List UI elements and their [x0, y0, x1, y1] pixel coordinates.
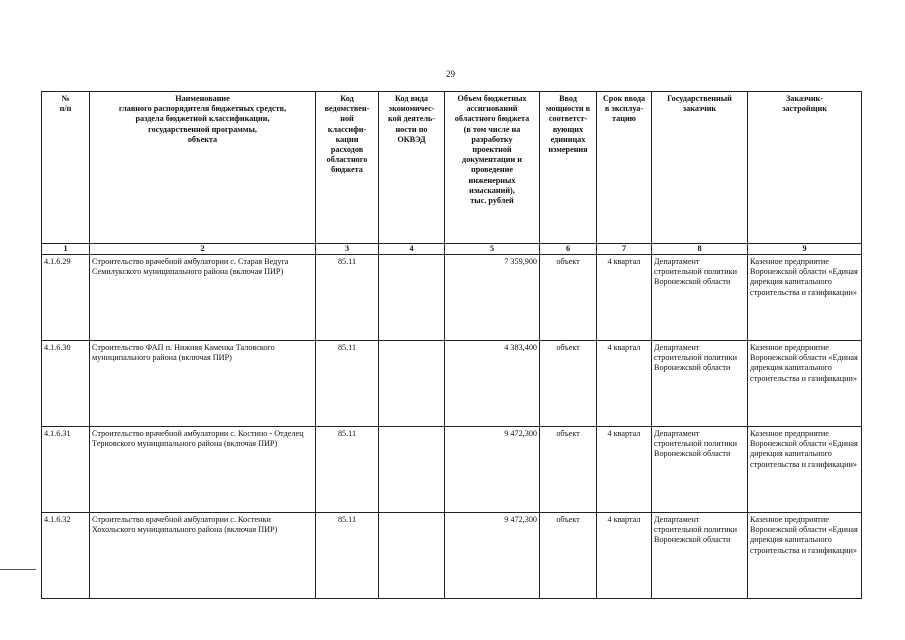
table-row: [42, 513, 862, 599]
header-name: Наименование главного распорядителя бюджетных средств, раздела бюджетной классификации, государственной программы, объекта: [90, 92, 316, 244]
commissioning-term: 4 квартал: [597, 513, 652, 599]
budget-code: 85.11: [316, 341, 379, 427]
budget-code: 85.11: [316, 513, 379, 599]
developer: Казенное предприятие Воронежской области «Единая дирекция капитального строительства и газификации»: [748, 255, 862, 341]
commissioning-term: 4 квартал: [597, 427, 652, 513]
budget-amount: 9 472,300: [445, 513, 540, 599]
column-number: 4: [379, 244, 445, 255]
header-customer: Государственный заказчик: [652, 92, 748, 244]
table-row: [42, 341, 862, 427]
header-term: Срок ввода в эксплуа- тацию: [597, 92, 652, 244]
column-number: 8: [652, 244, 748, 255]
scan-artifact-line: [0, 569, 36, 570]
table-row: [42, 427, 862, 513]
budget-code: 85.11: [316, 255, 379, 341]
header-amount: Объем бюджетных ассигнований областного бюджета (в том числе на разработку проектной документации и проведение инженерных изысканий), тыс. рублей: [445, 92, 540, 244]
object-name: Строительство ФАП п. Нижняя Каменка Таловского муниципального района (включая ПИР): [90, 341, 316, 427]
object-name: Строительство врачебной амбулатории с. Старая Ведуга Семилукского муниципального района (включая ПИР): [90, 255, 316, 341]
column-number: 7: [597, 244, 652, 255]
page-number: 29: [446, 69, 455, 79]
header-num: № п/п: [42, 92, 90, 244]
row-number: 4.1.6.32: [42, 513, 90, 599]
commissioning-term: 4 квартал: [597, 255, 652, 341]
budget-code: 85.11: [316, 427, 379, 513]
capacity-unit: объект: [540, 255, 597, 341]
state-customer: Департамент строительной политики Воронежской области: [652, 341, 748, 427]
budget-amount: 7 359,900: [445, 255, 540, 341]
column-number: 2: [90, 244, 316, 255]
object-name: Строительство врачебной амбулатории с. Костино - Отделец Терновского муниципального района (включая ПИР): [90, 427, 316, 513]
header-okved: Код вида экономичес- кой деятель- ности по ОКВЭД: [379, 92, 445, 244]
state-customer: Департамент строительной политики Воронежской области: [652, 513, 748, 599]
budget-amount: 9 472,300: [445, 427, 540, 513]
row-number: 4.1.6.29: [42, 255, 90, 341]
row-number: 4.1.6.31: [42, 427, 90, 513]
okved-code: [379, 427, 445, 513]
capacity-unit: объект: [540, 513, 597, 599]
budget-objects-table: [41, 91, 862, 599]
capacity-unit: объект: [540, 427, 597, 513]
object-name: Строительство врачебной амбулатории с. Костенки Хохольского муниципального района (включая ПИР): [90, 513, 316, 599]
okved-code: [379, 341, 445, 427]
developer: Казенное предприятие Воронежской области «Единая дирекция капитального строительства и газификации»: [748, 341, 862, 427]
developer: Казенное предприятие Воронежской области «Единая дирекция капитального строительства и газификации»: [748, 513, 862, 599]
column-number: 1: [42, 244, 90, 255]
header-developer: Заказчик- застройщик: [748, 92, 862, 244]
state-customer: Департамент строительной политики Воронежской области: [652, 427, 748, 513]
commissioning-term: 4 квартал: [597, 341, 652, 427]
header-code: Код ведомствен- ной классифи- кации расходов областного бюджета: [316, 92, 379, 244]
column-number-row: [42, 244, 862, 255]
okved-code: [379, 255, 445, 341]
row-number: 4.1.6.30: [42, 341, 90, 427]
column-number: 9: [748, 244, 862, 255]
okved-code: [379, 513, 445, 599]
state-customer: Департамент строительной политики Воронежской области: [652, 255, 748, 341]
header-row: [42, 92, 862, 244]
table-row: [42, 255, 862, 341]
developer: Казенное предприятие Воронежской области «Единая дирекция капитального строительства и газификации»: [748, 427, 862, 513]
column-number: 6: [540, 244, 597, 255]
header-capacity: Ввод мощности в соответст- вующих единицах измерения: [540, 92, 597, 244]
column-number: 5: [445, 244, 540, 255]
column-number: 3: [316, 244, 379, 255]
budget-amount: 4 383,400: [445, 341, 540, 427]
capacity-unit: объект: [540, 341, 597, 427]
